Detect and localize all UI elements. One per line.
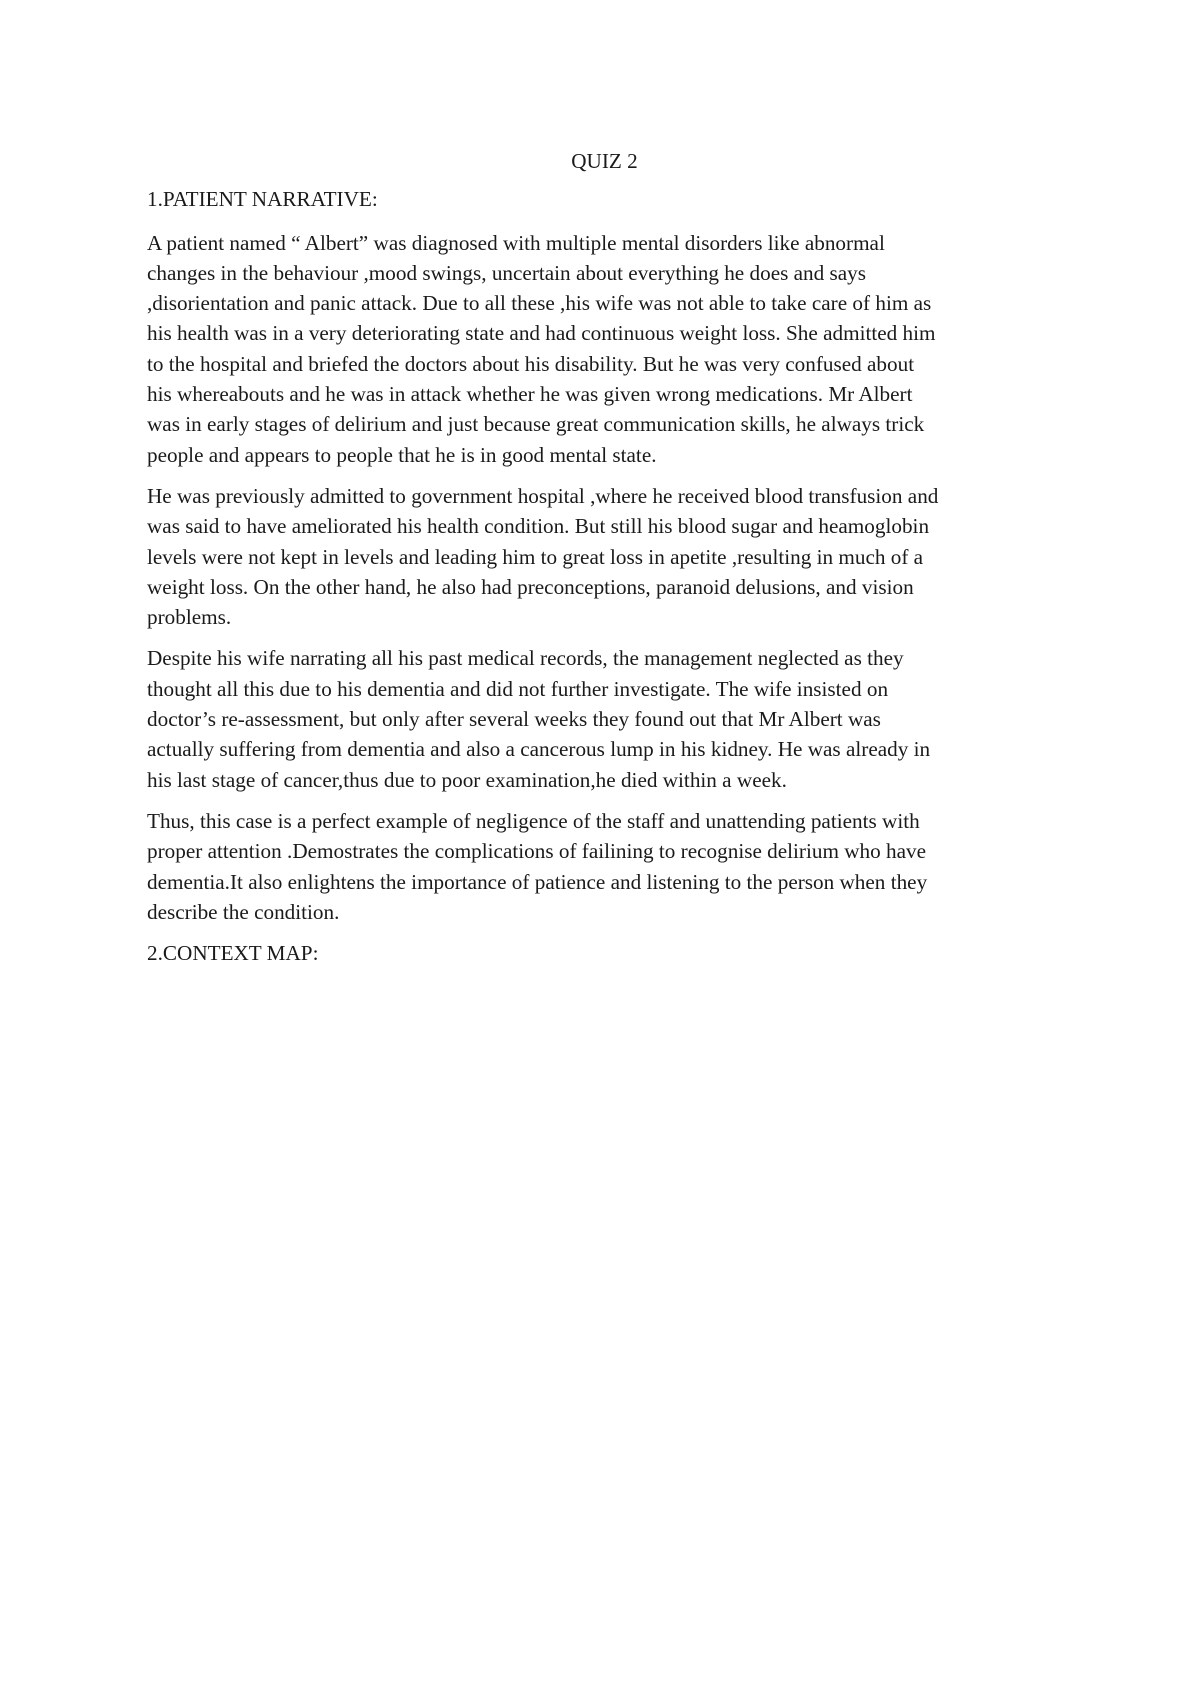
text-line: A patient named “ Albert” was diagnosed with multiple mental disorders like abnormal bbox=[147, 230, 885, 255]
text-line: was said to have ameliorated his health condition. But still his blood sugar and heamoglobin bbox=[147, 514, 930, 539]
text-line: to the hospital and briefed the doctors about his disability. But he was very confused about bbox=[147, 351, 915, 376]
text-line: proper attention .Demostrates the complications of failining to recognise delirium who have bbox=[147, 839, 927, 864]
paragraph-2 bbox=[147, 481, 1062, 632]
text-line: his last stage of cancer,thus due to poor examination,he died within a week. bbox=[147, 767, 787, 792]
text-line: his health was in a very deteriorating state and had continuous weight loss. She admitted him bbox=[147, 321, 936, 346]
text-line: his whereabouts and he was in attack whether he was given wrong medications. Mr Albert bbox=[147, 382, 913, 407]
text-line: describe the condition. bbox=[147, 899, 340, 924]
text-line: doctor’s re-assessment, but only after several weeks they found out that Mr Albert was bbox=[147, 707, 881, 732]
section-heading-patient-narrative: 1.PATIENT NARRATIVE: bbox=[147, 187, 378, 212]
text-line: weight loss. On the other hand, he also had preconceptions, paranoid delusions, and vision bbox=[147, 574, 914, 599]
paragraph-1 bbox=[147, 228, 1062, 470]
page-title: QUIZ 2 bbox=[571, 149, 638, 173]
text-line: thought all this due to his dementia and did not further investigate. The wife insisted on bbox=[147, 676, 889, 701]
text-line: problems. bbox=[147, 605, 232, 630]
text-line: ,disorientation and panic attack. Due to all these ,his wife was not able to take care of him as bbox=[147, 291, 932, 316]
text-line: Despite his wife narrating all his past medical records, the management neglected as they bbox=[147, 646, 904, 671]
text-line: levels were not kept in levels and leading him to great loss in apetite ,resulting in much of a bbox=[147, 544, 924, 569]
text-line: changes in the behaviour ,mood swings, uncertain about everything he does and says bbox=[147, 260, 867, 285]
document-body bbox=[147, 146, 1062, 981]
text-line: He was previously admitted to government hospital ,where he received blood transfusion and bbox=[147, 483, 939, 508]
text-line: people and appears to people that he is in good mental state. bbox=[147, 442, 657, 467]
text-line: was in early stages of delirium and just because great communication skills, he always trick bbox=[147, 412, 925, 437]
text-line: dementia.It also enlightens the importance of patience and listening to the person when they bbox=[147, 869, 928, 894]
paragraph-3 bbox=[147, 643, 1062, 794]
paragraph-4 bbox=[147, 806, 1062, 927]
text-line: actually suffering from dementia and also a cancerous lump in his kidney. He was already in bbox=[147, 737, 931, 762]
section-heading-context-map: 2.CONTEXT MAP: bbox=[147, 941, 319, 966]
text-line: Thus, this case is a perfect example of negligence of the staff and unattending patients with bbox=[147, 808, 920, 833]
